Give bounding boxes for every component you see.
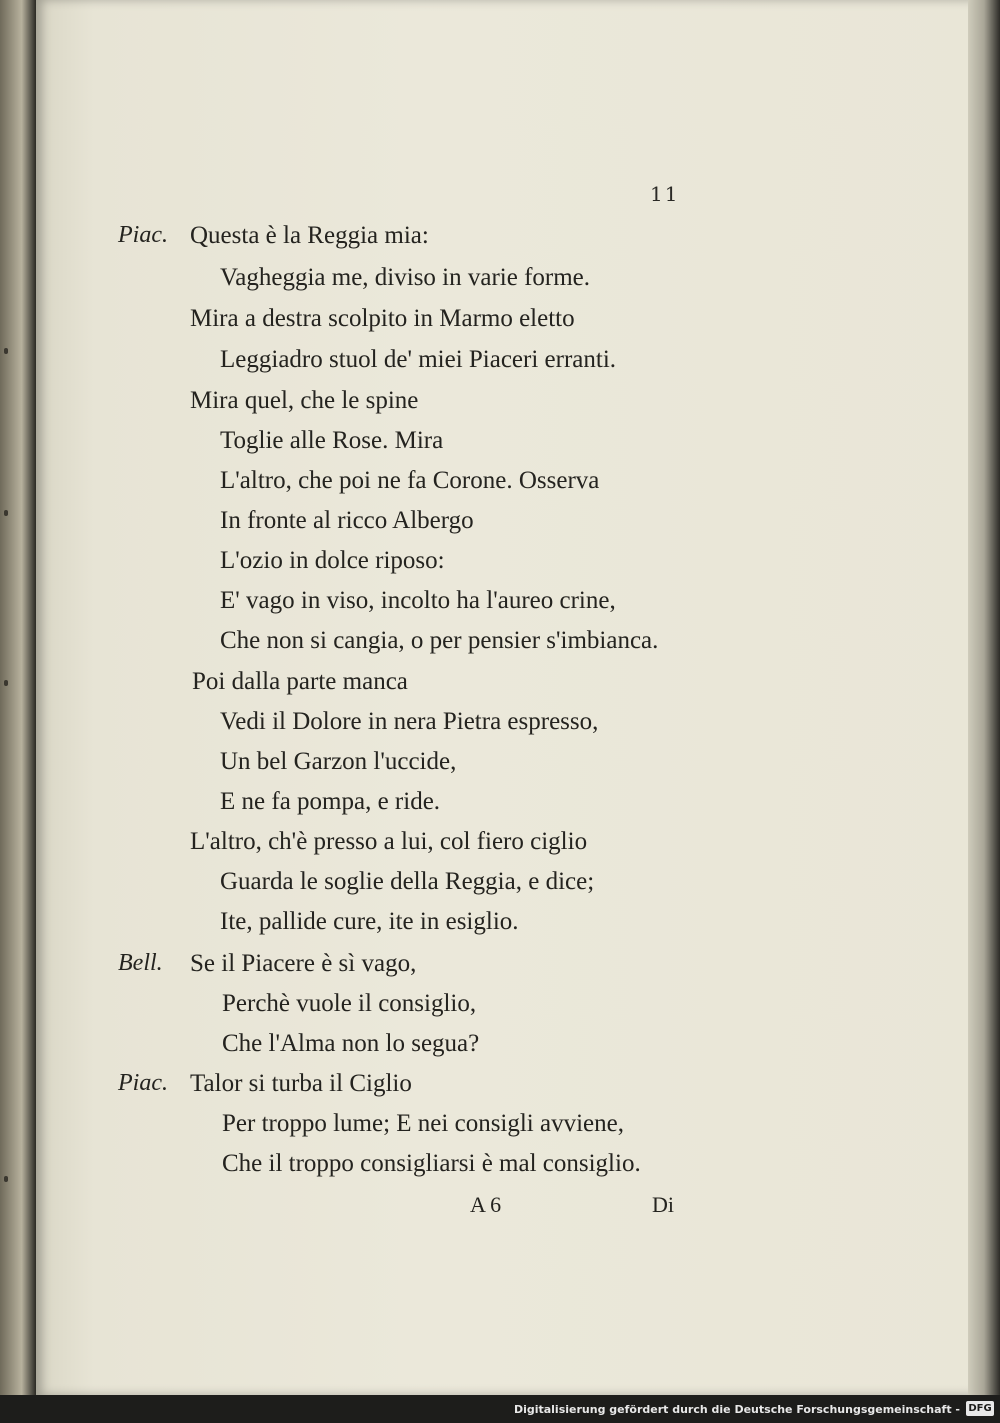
verse-line: Mira quel, che le spine: [190, 387, 419, 414]
verse-line: Che il troppo consigliarsi è mal consiglio.: [222, 1150, 641, 1177]
verse-line: E ne fa pompa, e ride.: [220, 788, 441, 815]
speaker-label: Piac.: [118, 222, 168, 248]
verse-line: Vedi il Dolore in nera Pietra espresso,: [220, 708, 599, 735]
verse-line: Poi dalla parte manca: [192, 668, 408, 695]
verse-line: Guarda le soglie della Reggia, e dice;: [220, 868, 595, 895]
verse-line: Perchè vuole il consiglio,: [222, 990, 477, 1017]
page-number: 11: [650, 182, 680, 206]
verse-line: Vagheggia me, diviso in varie forme.: [220, 264, 591, 291]
verse-line: L'altro, che poi ne fa Corone. Osserva: [220, 467, 600, 494]
verse-line: L'altro, ch'è presso a lui, col fiero ciglio: [190, 828, 588, 855]
verse-line: Ite, pallide cure, ite in esiglio.: [220, 908, 519, 935]
footer-bar: [0, 1395, 1000, 1423]
verse-line: Che l'Alma non lo segua?: [222, 1030, 480, 1057]
verse-line: Un bel Garzon l'uccide,: [220, 748, 457, 775]
verse-line: E' vago in viso, incolto ha l'aureo crine,: [220, 587, 616, 614]
verse-line: Se il Piacere è sì vago,: [190, 950, 417, 977]
verse-line: Toglie alle Rose. Mira: [220, 427, 444, 454]
speaker-label: Bell.: [118, 950, 163, 976]
verse-line: Leggiadro stuol de' miei Piaceri erranti.: [220, 346, 617, 373]
signature-mark: A 6: [470, 1192, 502, 1217]
verse-line: Mira a destra scolpito in Marmo eletto: [190, 305, 575, 332]
verse-line: In fronte al ricco Albergo: [220, 507, 474, 534]
dfg-logo: DFG: [966, 1401, 994, 1416]
verse-line: Questa è la Reggia mia:: [190, 222, 429, 249]
speaker-label: Piac.: [118, 1070, 168, 1096]
verse-line: Talor si turba il Ciglio: [190, 1070, 412, 1097]
catchword: Di: [652, 1192, 674, 1217]
verse-line: Che non si cangia, o per pensier s'imbianca.: [220, 627, 659, 654]
verse-line: L'ozio in dolce riposo:: [220, 547, 445, 574]
verse-line: Per troppo lume; E nei consigli avviene,: [222, 1110, 624, 1137]
funding-credit: Digitalisierung gefördert durch die Deutsche Forschungsgemeinschaft -: [513, 1403, 960, 1416]
